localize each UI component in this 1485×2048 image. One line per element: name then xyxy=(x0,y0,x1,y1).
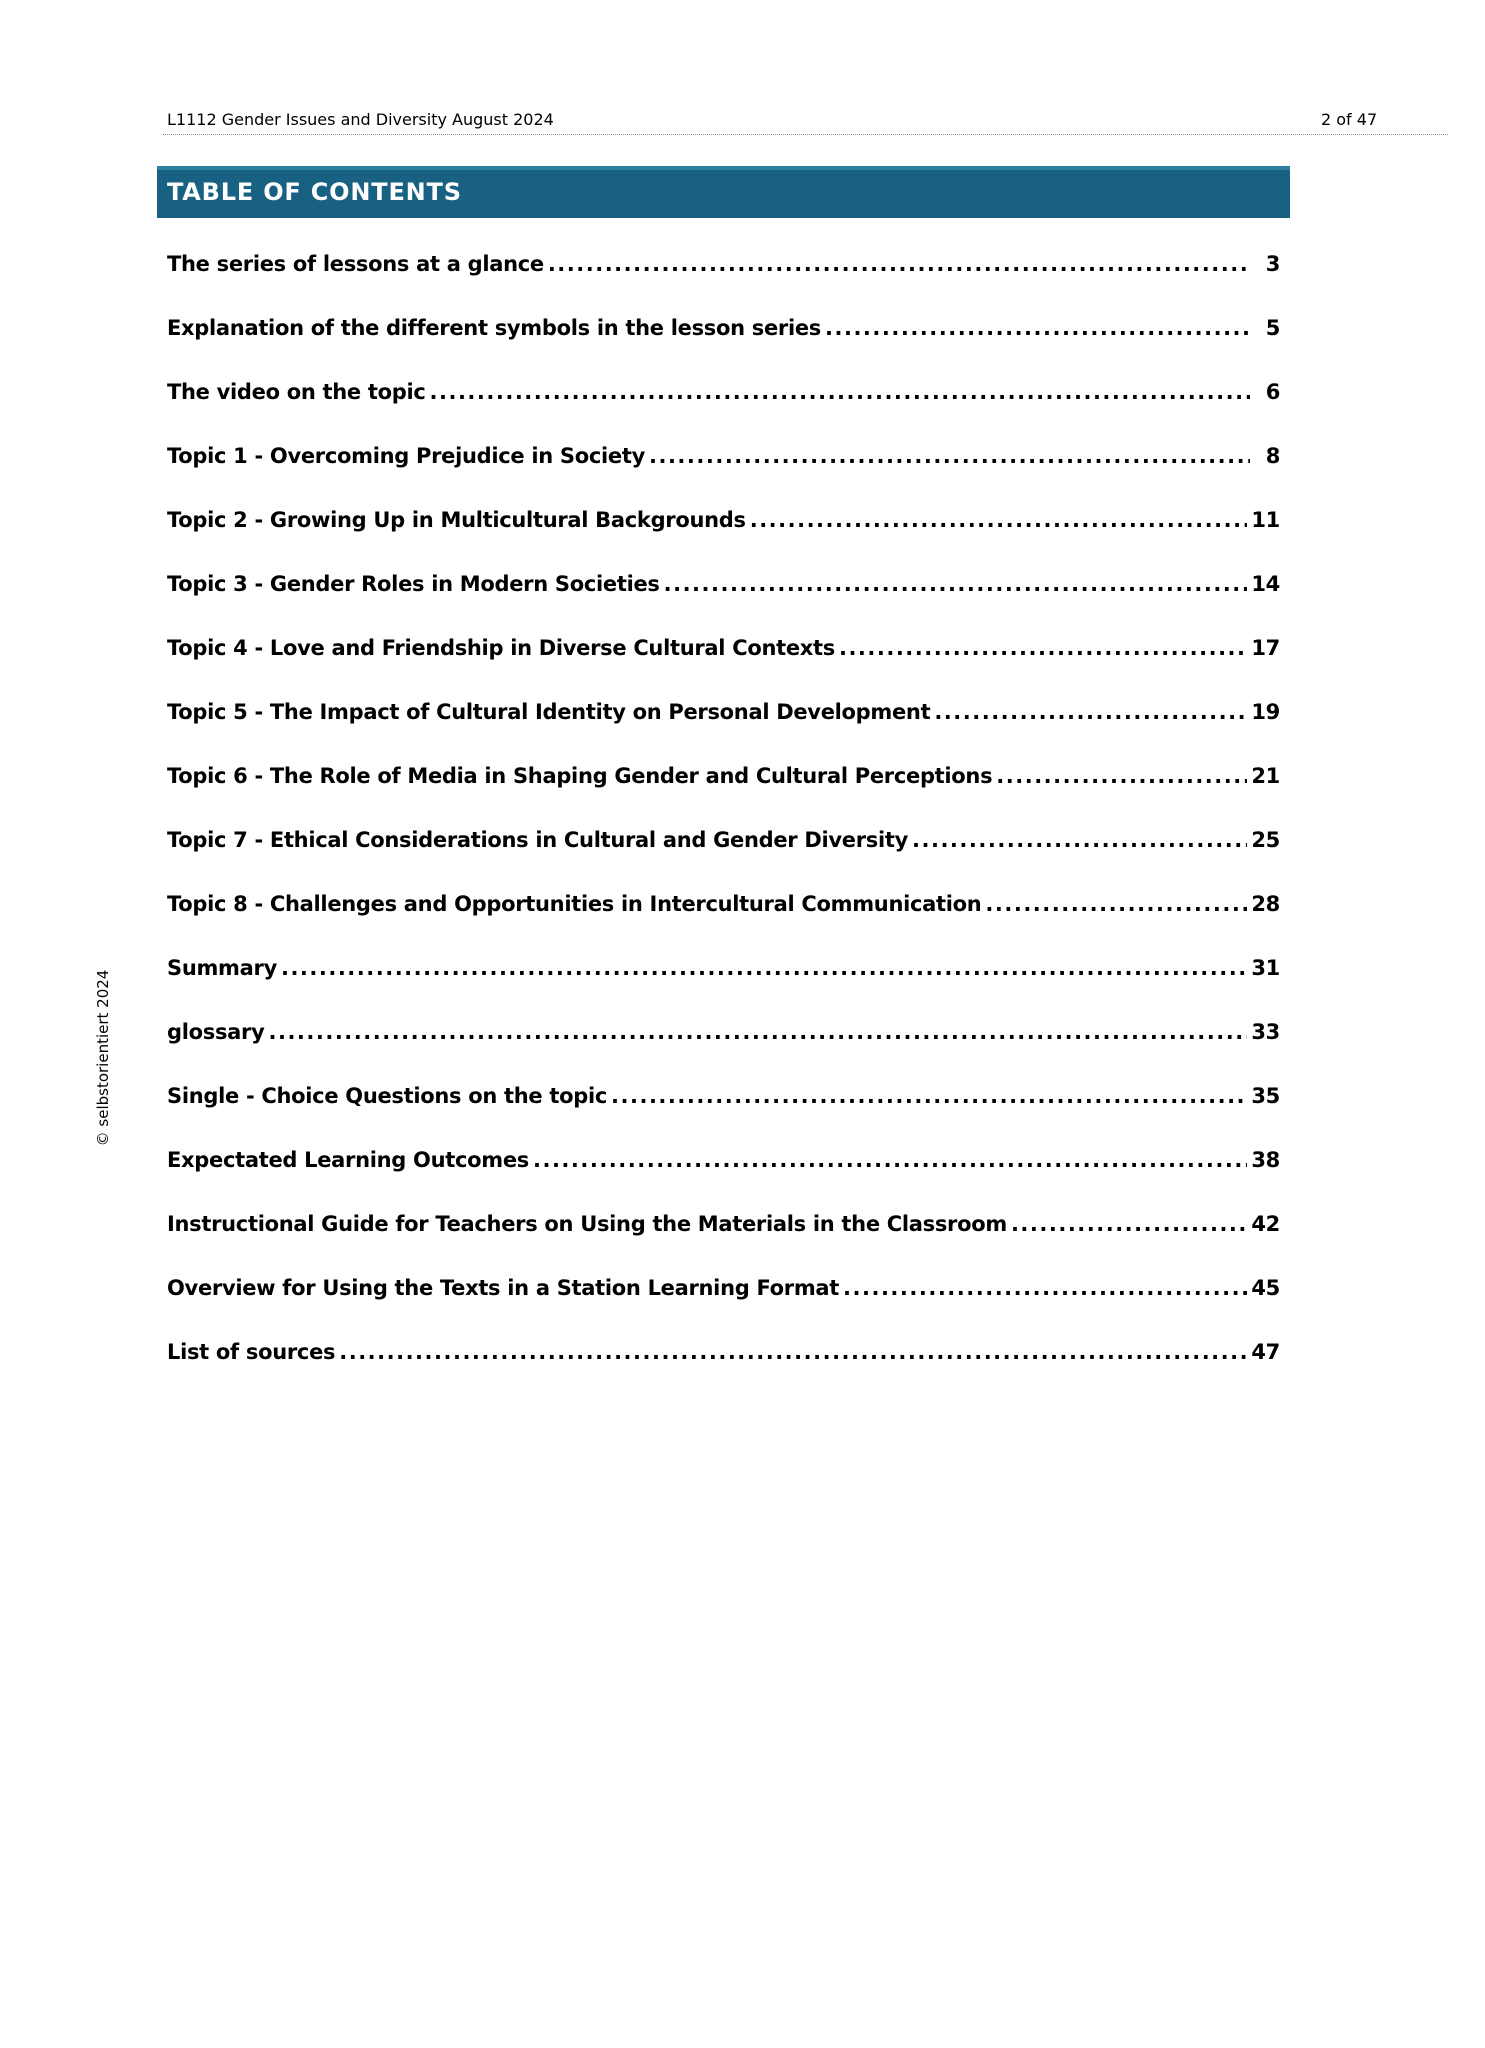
toc-entry-page: 3 xyxy=(1265,252,1280,276)
toc-entry-symbols-explanation[interactable] xyxy=(167,312,1280,376)
toc-entry-title: Single - Choice Questions on the topic xyxy=(167,1084,608,1108)
toc-dot-leader xyxy=(750,504,1248,536)
toc-entry-title: List of sources xyxy=(167,1340,336,1364)
toc-entry-title: Summary xyxy=(167,956,277,980)
toc-dot-leader xyxy=(664,568,1248,600)
toc-dot-leader xyxy=(985,888,1247,920)
toc-entry-title: The series of lessons at a glance xyxy=(167,252,544,276)
toc-entry-learning-outcomes[interactable] xyxy=(167,1144,1280,1208)
toc-entry-station-learning[interactable] xyxy=(167,1272,1280,1336)
toc-entry-title: glossary xyxy=(167,1020,265,1044)
toc-heading-banner xyxy=(157,166,1290,218)
toc-entry-topic-4[interactable] xyxy=(167,632,1280,696)
toc-entry-teacher-guide[interactable] xyxy=(167,1208,1280,1272)
toc-entry-title: The video on the topic xyxy=(167,380,426,404)
toc-dot-leader xyxy=(611,1080,1247,1112)
toc-entry-page: 38 xyxy=(1251,1148,1280,1172)
toc-entry-sources[interactable] xyxy=(167,1336,1280,1400)
toc-entry-title: Explanation of the different symbols in the lesson series xyxy=(167,316,822,340)
toc-entry-topic-3[interactable] xyxy=(167,568,1280,632)
page-number: 2 of 47 xyxy=(1321,110,1378,129)
toc-entry-title: Topic 8 - Challenges and Opportunities in Intercultural Communication xyxy=(167,892,982,916)
toc-entry-page: 21 xyxy=(1251,764,1280,788)
toc-entry-title: Topic 5 - The Impact of Cultural Identity on Personal Development xyxy=(167,700,931,724)
toc-entry-page: 35 xyxy=(1251,1084,1280,1108)
toc-entry-title: Topic 7 - Ethical Considerations in Cultural and Gender Diversity xyxy=(167,828,909,852)
copyright-notice: © selbstorientiert 2024 xyxy=(94,969,112,1147)
toc-entry-title: Topic 4 - Love and Friendship in Diverse Cultural Contexts xyxy=(167,636,835,660)
toc-entry-topic-8[interactable] xyxy=(167,888,1280,952)
toc-dot-leader xyxy=(281,952,1247,984)
toc-dot-leader xyxy=(912,824,1247,856)
toc-entry-title: Topic 1 - Overcoming Prejudice in Society xyxy=(167,444,645,468)
document-title: L1112 Gender Issues and Diversity August 2024 xyxy=(167,110,554,129)
toc-entry-page: 8 xyxy=(1265,444,1280,468)
toc-dot-leader xyxy=(839,632,1247,664)
toc-dot-leader xyxy=(548,248,1250,280)
toc-entry-title: Instructional Guide for Teachers on Using the Materials in the Classroom xyxy=(167,1212,1007,1236)
toc-dot-leader xyxy=(268,1016,1247,1048)
toc-dot-leader xyxy=(843,1272,1247,1304)
toc-entry-topic-2[interactable] xyxy=(167,504,1280,568)
toc-dot-leader xyxy=(339,1336,1247,1368)
toc-entry-summary[interactable] xyxy=(167,952,1280,1016)
toc-entry-page: 17 xyxy=(1251,636,1280,660)
toc-entry-topic-1[interactable] xyxy=(167,440,1280,504)
toc-entry-page: 14 xyxy=(1251,572,1280,596)
toc-entry-page: 28 xyxy=(1251,892,1280,916)
toc-entry-page: 11 xyxy=(1251,508,1280,532)
toc-entry-topic-7[interactable] xyxy=(167,824,1280,888)
page-header xyxy=(163,108,1448,135)
toc-dot-leader xyxy=(825,312,1250,344)
toc-entry-page: 47 xyxy=(1251,1340,1280,1364)
toc-dot-leader xyxy=(1011,1208,1247,1240)
toc-entry-title: Topic 6 - The Role of Media in Shaping Gender and Cultural Perceptions xyxy=(167,764,993,788)
toc-dot-leader xyxy=(430,376,1250,408)
toc-dot-leader xyxy=(649,440,1250,472)
toc-entry-page: 42 xyxy=(1251,1212,1280,1236)
toc-entry-page: 25 xyxy=(1251,828,1280,852)
toc-entry-title: Overview for Using the Texts in a Station Learning Format xyxy=(167,1276,840,1300)
toc-entry-video[interactable] xyxy=(167,376,1280,440)
toc-entry-page: 31 xyxy=(1251,956,1280,980)
toc-entry-single-choice-questions[interactable] xyxy=(167,1080,1280,1144)
toc-heading: TABLE OF CONTENTS xyxy=(167,178,462,206)
toc-entry-title: Expectated Learning Outcomes xyxy=(167,1148,529,1172)
toc-dot-leader xyxy=(533,1144,1247,1176)
toc-entry-title: Topic 3 - Gender Roles in Modern Societies xyxy=(167,572,660,596)
toc-entry-page: 6 xyxy=(1265,380,1280,404)
toc-entry-glossary[interactable] xyxy=(167,1016,1280,1080)
toc-entry-page: 5 xyxy=(1265,316,1280,340)
toc-entry-topic-5[interactable] xyxy=(167,696,1280,760)
toc-dot-leader xyxy=(934,696,1247,728)
toc-entry-page: 33 xyxy=(1251,1020,1280,1044)
table-of-contents xyxy=(167,248,1280,1400)
toc-entry-page: 45 xyxy=(1251,1276,1280,1300)
toc-entry-page: 19 xyxy=(1251,700,1280,724)
toc-entry-lessons-at-a-glance[interactable] xyxy=(167,248,1280,312)
toc-entry-topic-6[interactable] xyxy=(167,760,1280,824)
toc-dot-leader xyxy=(996,760,1247,792)
toc-entry-title: Topic 2 - Growing Up in Multicultural Backgrounds xyxy=(167,508,746,532)
